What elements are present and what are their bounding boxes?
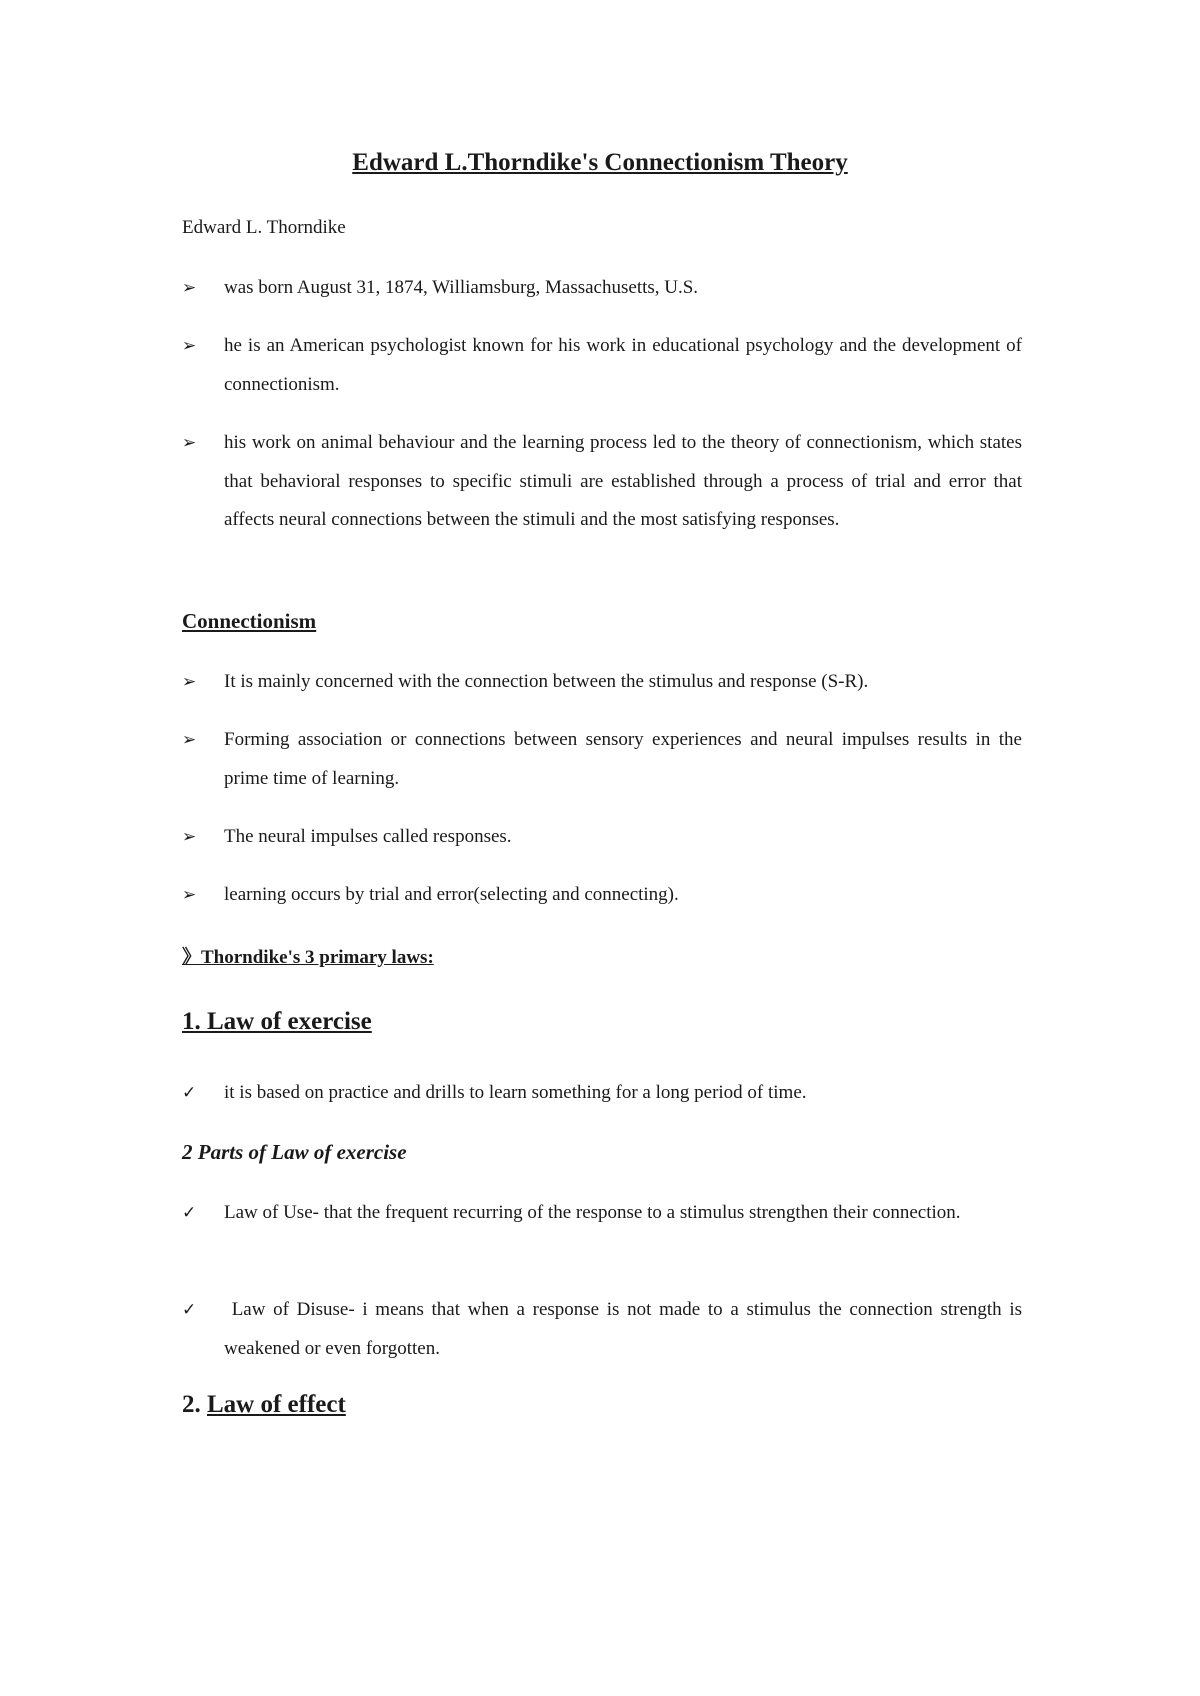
check-bullet-icon: ✓ bbox=[182, 1203, 197, 1223]
arrow-bullet-icon: ➢ bbox=[182, 885, 197, 905]
law-of-exercise-heading bbox=[182, 1005, 372, 1039]
list-item bbox=[182, 876, 1022, 915]
arrow-bullet-icon: ➢ bbox=[182, 278, 197, 298]
intro-name: Edward L. Thorndike bbox=[182, 217, 346, 238]
list-item bbox=[182, 818, 1022, 857]
arrow-bullet-icon: ➢ bbox=[182, 433, 197, 453]
list-item bbox=[182, 269, 1022, 308]
list-item-text: he is an American psychologist known for his work in educational psychology and the development of connectionism. bbox=[224, 335, 1022, 395]
list-item bbox=[182, 327, 1022, 404]
list-item-text: Law of Disuse- i means that when a response is not made to a stimulus the connection strength is weakened or even forgotten. bbox=[224, 1299, 1027, 1359]
list-item-text: Forming association or connections between sensory experiences and neural impulses results in the prime time of learning. bbox=[224, 729, 1022, 789]
list-item-text: learning occurs by trial and error(selecting and connecting). bbox=[224, 884, 679, 905]
check-bullet-icon: ✓ bbox=[182, 1083, 197, 1103]
law-of-exercise-title: 1. Law of exercise bbox=[182, 1008, 372, 1035]
law-of-effect-number: 2. bbox=[182, 1391, 201, 1418]
law-of-effect-heading bbox=[182, 1388, 346, 1422]
arrow-bullet-icon: ➢ bbox=[182, 336, 197, 356]
connectionism-heading: Connectionism bbox=[182, 609, 317, 633]
parts-heading: 2 Parts of Law of exercise bbox=[182, 1140, 407, 1164]
list-item-text: The neural impulses called responses. bbox=[224, 826, 512, 847]
list-item bbox=[182, 1194, 1022, 1233]
list-item bbox=[182, 663, 1022, 702]
arrow-bullet-icon: ➢ bbox=[182, 827, 197, 847]
arrow-bullet-icon: ➢ bbox=[182, 730, 197, 750]
list-item-text: Law of Use- that the frequent recurring of the response to a stimulus strengthen their connection. bbox=[224, 1202, 961, 1223]
list-item bbox=[182, 1291, 1027, 1368]
check-bullet-icon: ✓ bbox=[182, 1300, 197, 1320]
list-item bbox=[182, 1074, 1022, 1113]
laws-heading: 》Thorndike's 3 primary laws: bbox=[182, 947, 434, 968]
list-item-text: was born August 31, 1874, Williamsburg, Massachusetts, U.S. bbox=[224, 277, 699, 298]
list-item-text: it is based on practice and drills to learn something for a long period of time. bbox=[224, 1082, 807, 1103]
document-title: Edward L.Thorndike's Connectionism Theory bbox=[352, 149, 848, 176]
law-of-effect-title: Law of effect bbox=[207, 1391, 346, 1418]
list-item-text: It is mainly concerned with the connection between the stimulus and response (S-R). bbox=[224, 671, 869, 692]
arrow-bullet-icon: ➢ bbox=[182, 672, 197, 692]
list-item bbox=[182, 424, 1022, 540]
list-item bbox=[182, 721, 1022, 798]
list-item-text: his work on animal behaviour and the learning process led to the theory of connectionism, which states that behavioral responses to specific stimuli are established through a process of trial and error that affects neural connections between the stimuli and the most satisfying responses. bbox=[224, 432, 1022, 530]
